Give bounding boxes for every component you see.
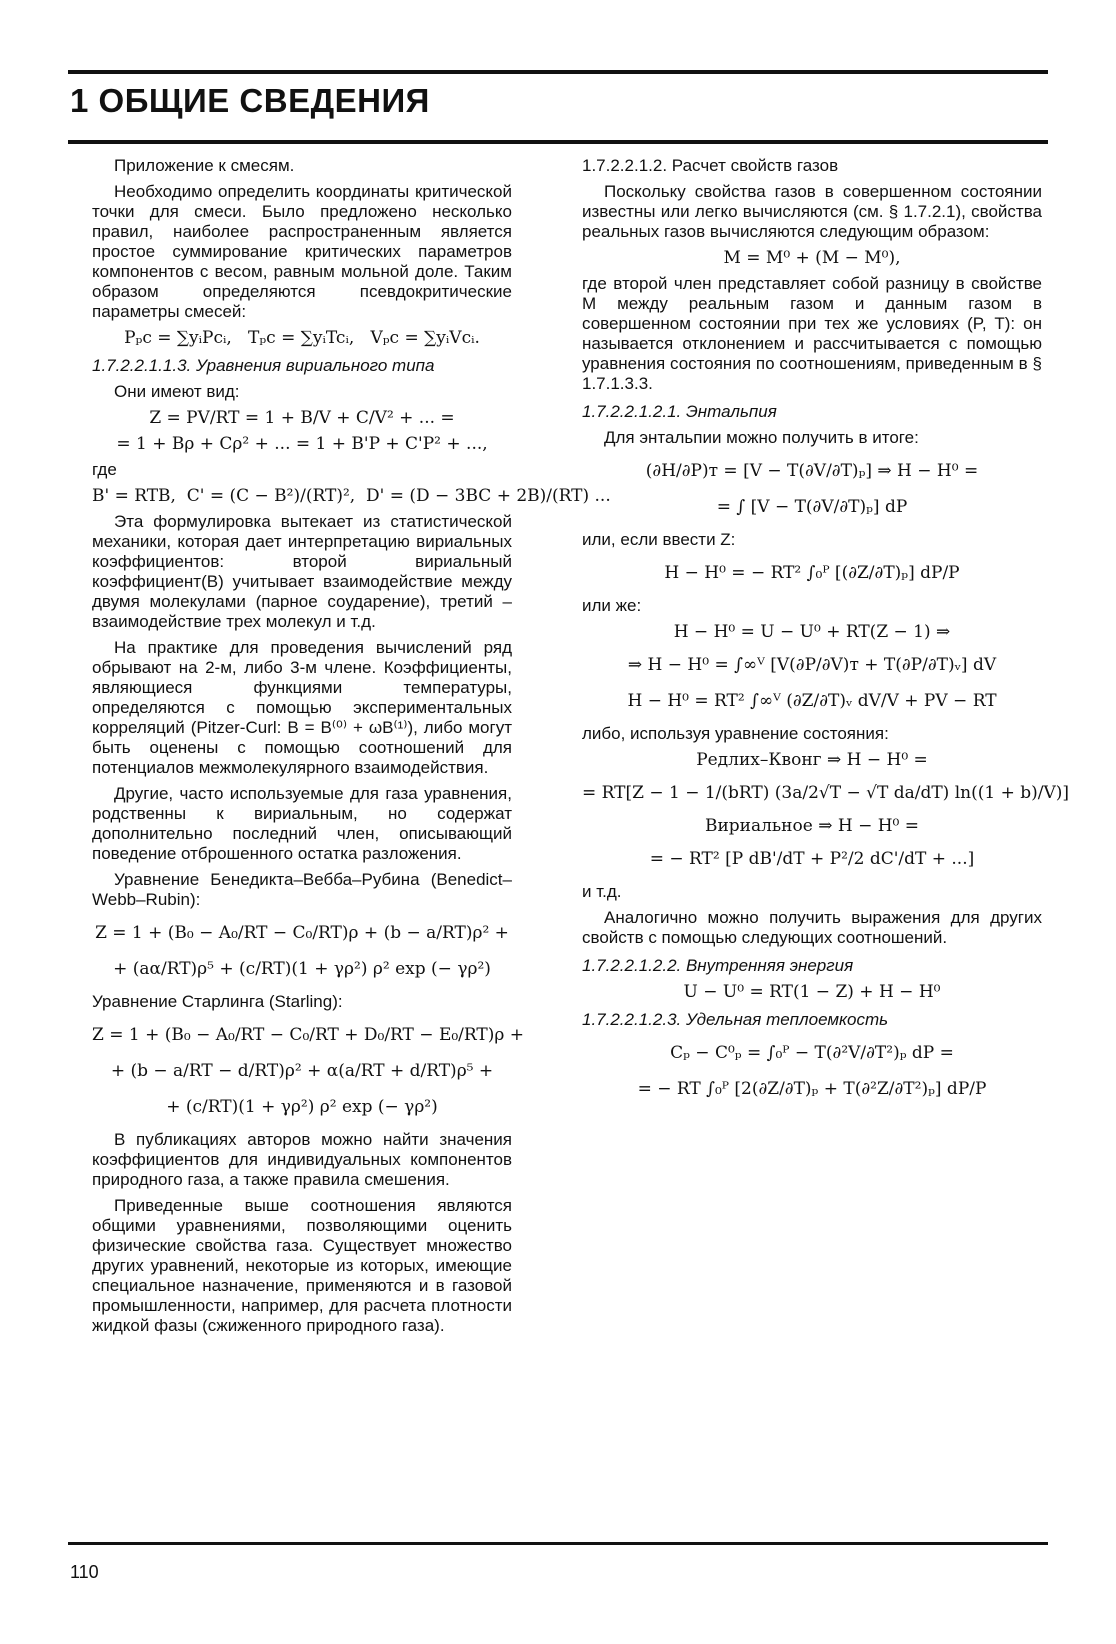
paragraph: или же: [582, 596, 642, 615]
paragraph: Уравнение Старлинга (Starling): [92, 992, 343, 1011]
equation: ⇒ H − H⁰ = ∫∞ⱽ [V(∂P/∂V)ᴛ + T(∂P/∂T)ᵥ] dV [627, 655, 997, 675]
paragraph: На практике для проведения вычислений ряд обрывают на 2-м, либо 3-м члене. Коэффициенты, являющиеся функциями температуры, определяются с помощью экспериментальных корреляций (Pitzer-Curl: B = B⁽⁰⁾ + ωB⁽¹⁾), либо могут быть оценены с помощью соотношений для потенциалов межмолекулярного взаимодействия. [92, 638, 512, 777]
equation: Z = 1 + (B₀ − A₀/RT − C₀/RT + D₀/RT − E₀/RT)ρ + [92, 1025, 525, 1045]
equation: Вириальное ⇒ H − H⁰ = [704, 816, 920, 836]
paragraph: Поскольку свойства газов в совершенном состоянии известны или легко вычисляются (см. § 1.7.2.1), свойства реальных газов вычисляются следующим образом: [582, 182, 1042, 241]
equation: Z = PV/RT = 1 + B/V + C/V² + ... = [149, 408, 455, 428]
right-column [582, 156, 1070, 1112]
paragraph: где второй член представляет собой разницу в свойстве M между реальным газом и данным газом в совершенном состоянии при тех же условиях (P, T): он называется отклонением и рассчитывается с помощью уравнения состояния по соотношениям, приведенным в § 1.7.1.3.3. [582, 274, 1042, 393]
section-heading: 1.7.2.2.1.2.1. Энтальпия [582, 402, 777, 421]
equation: = ∫ [V − T(∂V/∂T)ₚ] dP [716, 497, 908, 517]
paragraph: Эта формулировка вытекает из статистической механики, которая дает интерпретацию вириальных коэффициентов: второй вириальный коэффициент(B) учитывает взаимодействие между двумя молекулами (парное соударение), третий – взаимодействие трех молекул и т.д. [92, 512, 512, 631]
equation: Pₚc = ∑yᵢPcᵢ, Tₚc = ∑yᵢTcᵢ, Vₚc = ∑yᵢVcᵢ. [124, 328, 480, 348]
paragraph: Необходимо определить координаты критической точки для смеси. Было предложено несколько правил, наиболее распространенным является простое суммирование критических параметров компонентов с весом, равным мольной доле. Таким образом определяются псевдокритические параметры смесей: [92, 182, 512, 321]
equation: H − H⁰ = RT² ∫∞ⱽ (∂Z/∂T)ᵥ dV/V + PV − RT [627, 691, 997, 711]
equation: Редлих–Квонг ⇒ H − H⁰ = [696, 750, 928, 770]
equation: H − H⁰ = U − U⁰ + RT(Z − 1) ⇒ [673, 622, 951, 642]
bottom-rule [68, 1542, 1048, 1545]
equation: + (aα/RT)ρ⁵ + (c/RT)(1 + γρ²) ρ² exp (− γρ²) [113, 959, 491, 979]
section-heading: 1.7.2.2.1.2. Расчет свойств газов [582, 156, 839, 175]
paragraph: Другие, часто используемые для газа уравнения, родственны к вириальным, но содержат дополнительно последний член, описывающий поведение отброшенного остатка разложения. [92, 784, 512, 863]
paragraph: и т.д. [582, 882, 622, 901]
equation: = 1 + Bρ + Cρ² + ... = 1 + B'P + C'P² + ..., [116, 434, 488, 454]
equation: H − H⁰ = − RT² ∫₀ᴾ [(∂Z/∂T)ₚ] dP/P [664, 563, 960, 583]
section-heading: 1.7.2.2.1.1.3. Уравнения вириального типа [92, 356, 435, 375]
paragraph: Приведенные выше соотношения являются общими уравнениями, позволяющими оценить физические свойства газа. Существует множество других уравнений, некоторые из которых, имеющие специальное назначение, применяются и в газовой промышленности, например, для расчета плотности жидкой фазы (сжиженного природного газа). [92, 1196, 512, 1335]
equation: + (c/RT)(1 + γρ²) ρ² exp (− γρ²) [166, 1097, 438, 1117]
paragraph: Для энтальпии можно получить в итоге: [604, 428, 919, 447]
equation: (∂H/∂P)ᴛ = [V − T(∂V/∂T)ₚ] ⇒ H − H⁰ = [645, 461, 979, 481]
top-rule [68, 70, 1048, 74]
equation: = RT[Z − 1 − 1/(bRT) (3a/2√T − √T da/dT) ln((1 + b)/V)] [582, 783, 1070, 803]
title-rule [68, 140, 1048, 144]
equation: + (b − a/RT − d/RT)ρ² + α(a/RT + d/RT)ρ⁵ + [110, 1061, 494, 1081]
section-heading: 1.7.2.2.1.2.3. Удельная теплоемкость [582, 1010, 889, 1029]
equation: Cₚ − C⁰ₚ = ∫₀ᴾ − T(∂²V/∂T²)ₚ dP = [670, 1043, 954, 1063]
equation: Z = 1 + (B₀ − A₀/RT − C₀/RT)ρ + (b − a/RT)ρ² + [95, 923, 509, 943]
chapter-title: 1 ОБЩИЕ СВЕДЕНИЯ [70, 82, 430, 119]
equation: B' = RTB, C' = (C − B²)/(RT)², D' = (D − 3BC + 2B)/(RT) ... [92, 486, 611, 506]
page-number: 110 [70, 1562, 99, 1582]
section-heading: 1.7.2.2.1.2.2. Внутренняя энергия [582, 956, 854, 975]
equation: = − RT ∫₀ᴾ [2(∂Z/∂T)ₚ + T(∂²Z/∂T²)ₚ] dP/P [637, 1079, 987, 1099]
paragraph: где [92, 460, 117, 479]
equation: U − U⁰ = RT(1 − Z) + H − H⁰ [683, 982, 941, 1002]
paragraph: В публикациях авторов можно найти значения коэффициентов для индивидуальных компонентов природного газа, а также правила смешения. [92, 1130, 512, 1189]
left-column [92, 156, 611, 1342]
paragraph: Уравнение Бенедикта–Вебба–Рубина (Benedict–Webb–Rubin): [92, 870, 512, 909]
paragraph: Аналогично можно получить выражения для других свойств с помощью следующих соотношений. [582, 908, 1042, 947]
paragraph: Приложение к смесям. [114, 156, 295, 175]
paragraph: Они имеют вид: [114, 382, 240, 401]
paragraph: либо, используя уравнение состояния: [582, 724, 889, 743]
paragraph: или, если ввести Z: [582, 530, 736, 549]
equation: M = M⁰ + (M − M⁰), [723, 248, 901, 268]
equation: = − RT² [P dB'/dT + P²/2 dC'/dT + ...] [649, 849, 975, 869]
